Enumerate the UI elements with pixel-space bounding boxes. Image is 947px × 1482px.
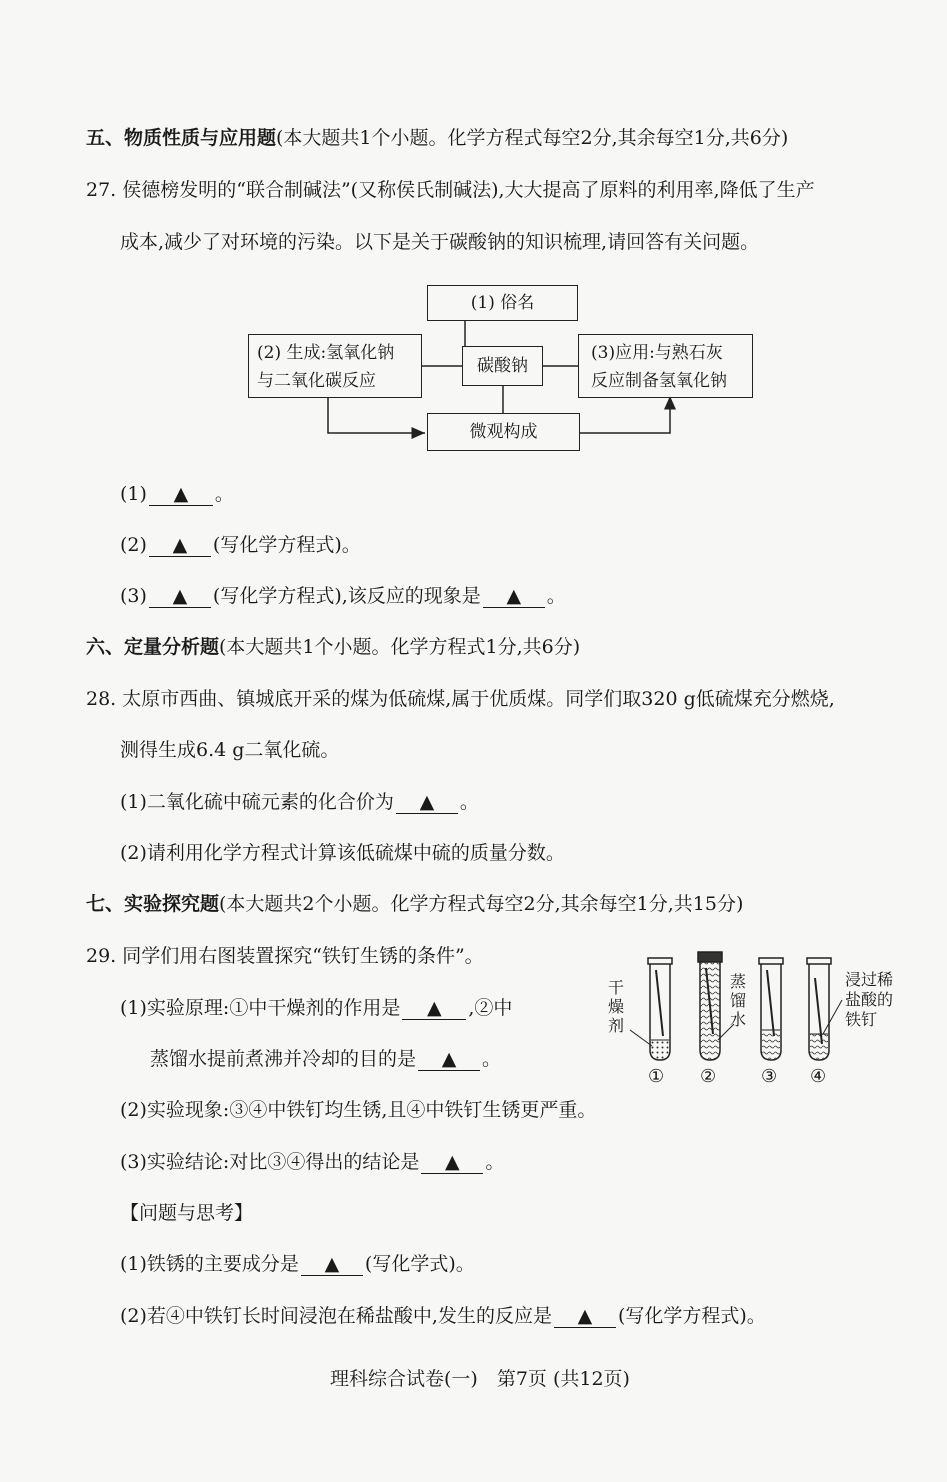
section-7-note: (本大题共2个小题。化学方程式每空2分,其余每空1分,共15分) (219, 893, 744, 915)
label-desiccant-2: 燥 (608, 997, 625, 1016)
q29-think-title: 【问题与思考】 (120, 1202, 254, 1224)
q27-answer-3-mid: (写化学方程式),该反应的现象是 (212, 585, 481, 607)
q28-line-2: 测得生成6.4 g二氧化硫。 (120, 739, 340, 761)
box-formation-line-2: 与二氧化碳反应 (257, 371, 376, 391)
label-desiccant-1: 干 (608, 978, 625, 997)
tube-3-number: ③ (761, 1066, 778, 1087)
box-formation-line-1: (2) 生成:氢氧化钠 (257, 343, 395, 363)
q29-think-2-suffix: (写化学方程式)。 (617, 1305, 766, 1327)
tube-2-number: ② (700, 1066, 717, 1087)
q29-think-1-suffix: (写化学式)。 (364, 1253, 475, 1275)
q29-part-1b-prefix: 蒸馏水提前煮沸并冷却的目的是 (150, 1048, 417, 1070)
q27-answer-1-prefix: (1) (120, 483, 147, 505)
q27-line-2: 成本,减少了对环境的污染。以下是关于碳酸钠的知识梳理,请回答有关问题。 (120, 231, 760, 253)
answer-blank[interactable]: ▲ (554, 1305, 616, 1328)
q29-think-2-prefix: (2)若④中铁钉长时间浸泡在稀盐酸中,发生的反应是 (120, 1305, 552, 1327)
q27-answer-3-suffix: 。 (546, 585, 566, 607)
box-sodium-carbonate-label: 碳酸钠 (477, 356, 528, 376)
box-common-name-label: (1) 俗名 (470, 293, 535, 313)
label-acid-1: 浸过稀 (845, 970, 894, 989)
label-desiccant (608, 978, 624, 1035)
q29-line-1: 29. 同学们用右图装置探究“铁钉生锈的条件”。 (86, 945, 484, 967)
q29-part-3-prefix: (3)实验结论:对比③④得出的结论是 (120, 1151, 420, 1173)
q27-answer-3-prefix: (3) (120, 585, 147, 607)
answer-blank[interactable]: ▲ (418, 1048, 480, 1071)
box-micro-structure-label: 微观构成 (469, 422, 538, 442)
answer-blank[interactable]: ▲ (421, 1151, 483, 1174)
section-6-title: 六、定量分析题 (86, 636, 220, 658)
q29-part-1-suffix: ,②中 (468, 997, 513, 1019)
label-water-2: 馏 (730, 991, 747, 1010)
q28-part-2: (2)请利用化学方程式计算该低硫煤中硫的质量分数。 (120, 842, 565, 864)
answer-blank[interactable]: ▲ (396, 791, 458, 814)
q29-part-1b-suffix: 。 (482, 1048, 502, 1070)
q28-line-1: 28. 太原市西曲、镇城底开采的煤为低硫煤,属于优质煤。同学们取320 g低硫煤充分燃烧, (86, 688, 835, 710)
section-5-note: (本大题共1个小题。化学方程式每空2分,其余每空1分,共6分) (276, 127, 789, 149)
q27-answer-1-suffix: 。 (214, 483, 234, 505)
box-application-line-2: 反应制备氢氧化钠 (591, 371, 727, 391)
label-water-1: 蒸 (730, 972, 747, 991)
label-acid-nail (845, 970, 893, 1030)
q29-part-3-suffix: 。 (485, 1151, 505, 1173)
page-footer: 理科综合试卷(一) 第7页 (共12页) (330, 1368, 630, 1390)
q27-line-1: 27. 侯德榜发明的“联合制碱法”(又称侯氏制碱法),大大提高了原料的利用率,降低了生产 (86, 179, 815, 201)
answer-blank[interactable]: ▲ (402, 997, 466, 1020)
q27-answer-2-suffix: (写化学方程式)。 (212, 534, 361, 556)
answer-blank[interactable]: ▲ (149, 534, 211, 557)
answer-blank[interactable]: ▲ (301, 1253, 363, 1276)
q28-part-1-prefix: (1)二氧化硫中硫元素的化合价为 (120, 791, 394, 813)
tube-4 (807, 958, 842, 1060)
label-water-3: 水 (730, 1010, 747, 1029)
q27-answer-2-prefix: (2) (120, 534, 147, 556)
tube-3 (759, 958, 783, 1060)
q29-think-1-prefix: (1)铁锈的主要成分是 (120, 1253, 299, 1275)
tube-1-number: ① (648, 1066, 665, 1087)
tube-4-number: ④ (810, 1066, 827, 1087)
box-application-line-1: (3)应用:与熟石灰 (591, 343, 723, 363)
answer-blank[interactable]: ▲ (149, 585, 211, 608)
tube-1 (630, 958, 672, 1060)
q29-part-2: (2)实验现象:③④中铁钉均生锈,且④中铁钉生锈更严重。 (120, 1099, 597, 1121)
section-6-note: (本大题共1个小题。化学方程式1分,共6分) (219, 636, 581, 658)
label-desiccant-3: 剂 (608, 1016, 625, 1035)
answer-blank[interactable]: ▲ (483, 585, 545, 608)
section-7-title: 七、实验探究题 (86, 893, 220, 915)
q29-part-1-prefix: (1)实验原理:①中干燥剂的作用是 (120, 997, 401, 1019)
label-acid-2: 盐酸的 (845, 990, 894, 1009)
tube-2 (698, 952, 734, 1060)
q28-part-1-suffix: 。 (459, 791, 479, 813)
label-distilled-water (730, 972, 746, 1029)
section-5-title: 五、物质性质与应用题 (86, 127, 277, 149)
answer-blank[interactable]: ▲ (149, 483, 213, 506)
label-acid-3: 铁钉 (845, 1010, 878, 1029)
